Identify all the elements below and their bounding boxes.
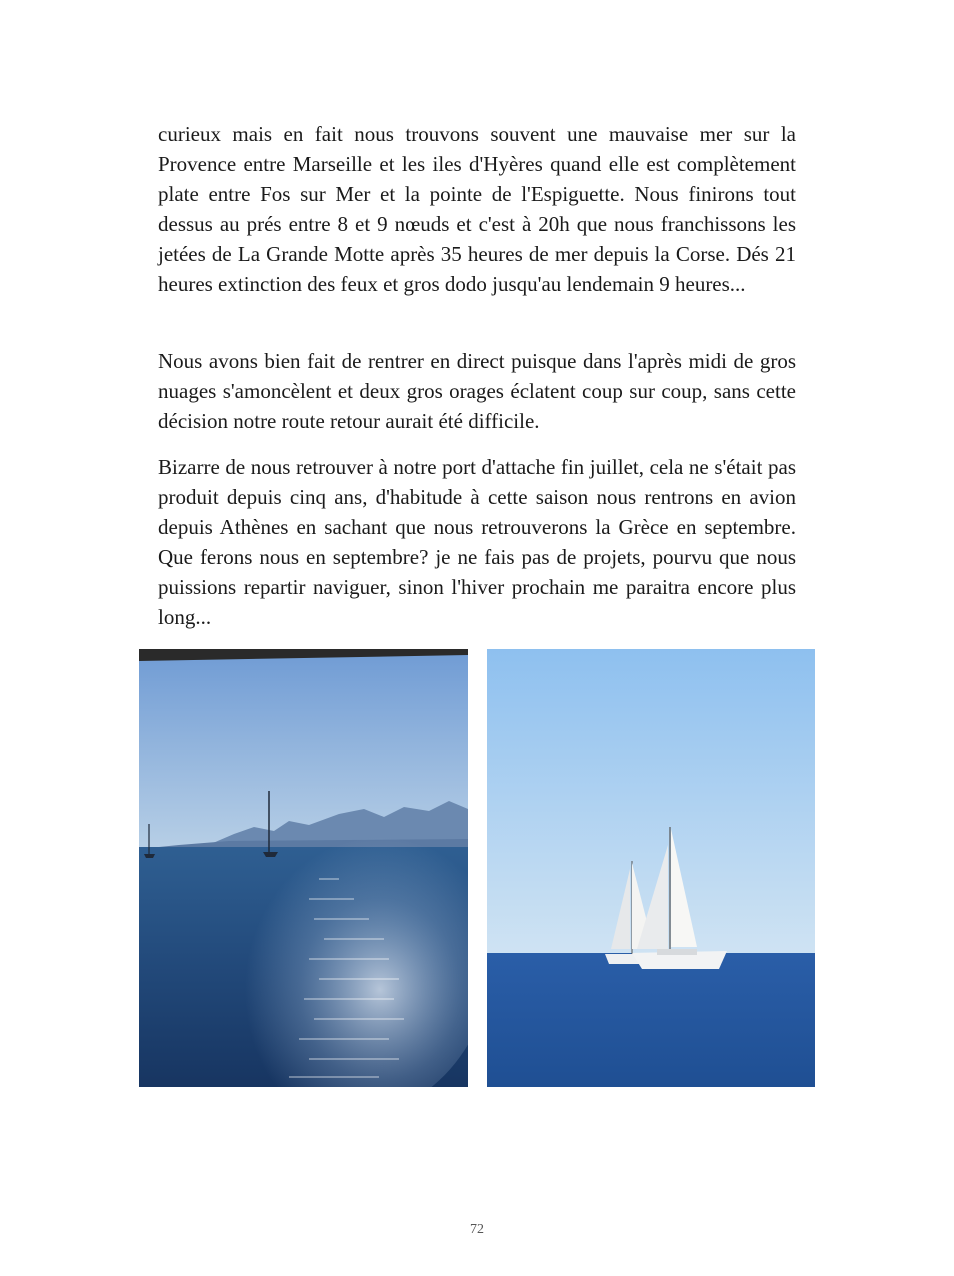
photo-sailboats (487, 649, 815, 1087)
photo-sailboats-image (487, 649, 815, 1087)
paragraph-1-text: curieux mais en fait nous trouvons souvent une mauvaise mer sur la Provence entre Marseille et les iles d'Hyères quand elle est complètement plate entre Fos sur Mer et la pointe de l'Espiguette. Nous finirons tout dessus au prés entre 8 et 9 nœuds et c'est à 20h que nous franchissons les jetées de La Grande Motte après 35 heures de mer depuis la Corse. Dés 21 heures extinction des feux et gros dodo jusqu'au lendemain 9 heures... (158, 122, 796, 296)
page-number: 72 (470, 1222, 484, 1237)
photo-sea-mountains (139, 649, 468, 1087)
photo-sea-mountains-image (139, 649, 468, 1087)
paragraph-3-text: Bizarre de nous retrouver à notre port d'attache fin juillet, cela ne s'était pas produit depuis cinq ans, d'habitude à cette saison nous rentrons en avion depuis Athènes en sachant que nous retrouverons la Grèce en septembre. Que ferons nous en septembre? je ne fais pas de projets, pourvu que nous puissions repartir naviguer, sinon l'hiver prochain me paraitra encore plus long... (158, 455, 796, 629)
paragraph-2-text: Nous avons bien fait de rentrer en direct puisque dans l'après midi de gros nuages s'amoncèlent et deux gros orages éclatent coup sur coup, sans cette décision notre route retour aurait été difficile. (158, 349, 796, 433)
paragraph-2 (158, 346, 796, 436)
paragraph-3 (158, 452, 796, 632)
paragraph-1 (158, 119, 796, 299)
